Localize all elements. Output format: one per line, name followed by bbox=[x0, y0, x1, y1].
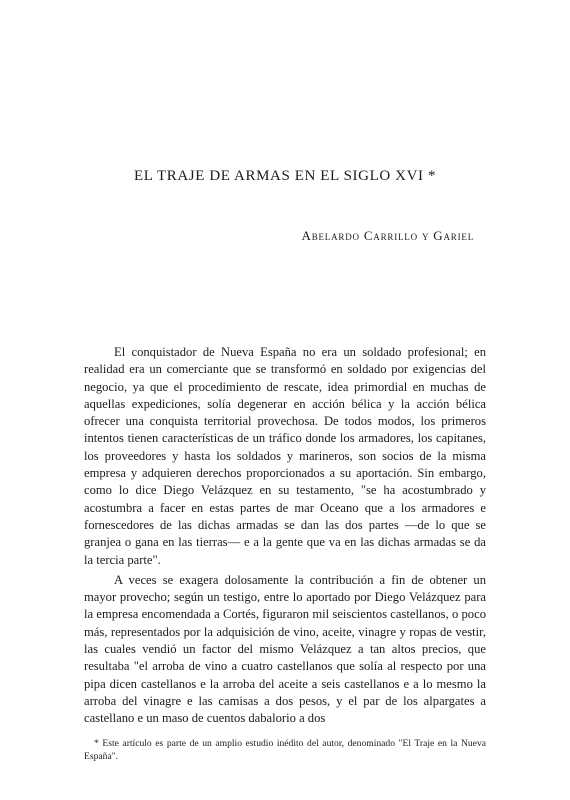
article-body bbox=[84, 344, 486, 728]
footnote: * Este artículo es parte de un amplio estudio inédito del autor, denominado "El Traje en la Nueva España". bbox=[84, 738, 486, 762]
article-author: Abelardo Carrillo y Gariel bbox=[301, 228, 474, 243]
body-paragraph: A veces se exagera dolosamente la contribución a fin de obtener un mayor provecho; según un testigo, entre lo aportado por Diego Velázquez para la empresa encomendada a Cortés, figuraron mil seiscientos castellanos, o poco más, representados por la adquisición de vino, aceite, vinagre y ropas de vestir, las cuales vendió un factor del mismo Velázquez a tan altos precios, que resultaba "el arroba de vino a cuatro castellanos que solía al respecto por una pipa dicen castellanos e la arroba del aceite a seis castellanos e a lo mesmo la arroba del vinagre e las camisas a dos pesos, y el par de los alpargates a castellano e un maso de cuentos dabalorio a dos bbox=[84, 572, 486, 726]
body-paragraph: El conquistador de Nueva España no era un soldado profesional; en realidad era un comerciante que se transformó en soldado por exigencias del negocio, ya que el procedimiento de rescate, idea primordial en muchas de aquellas expediciones, solía degenerar en acción bélica y la acción bélica ofrecer una conquista territorial provechosa. De todos modos, los primeros intentos tienen características de un tráfico donde los armadores, los capitanes, los proveedores y hasta los soldados y marineros, son socios de la misma empresa y adquieren derechos proporcionados a su aportación. Sin embargo, como lo dice Diego Velázquez en su testamento, "se ha acostumbrado y acostumbra a facer en estas partes de mar Oceano que a los armadores e fornescedores de las dichas armadas se dan las dos partes —de lo que se granjea o gana en las tierras— e a la gente que va en las dichas armadas se da la tercia parte". bbox=[84, 345, 486, 567]
article-title: EL TRAJE DE ARMAS EN EL SIGLO XVI * bbox=[133, 168, 437, 184]
